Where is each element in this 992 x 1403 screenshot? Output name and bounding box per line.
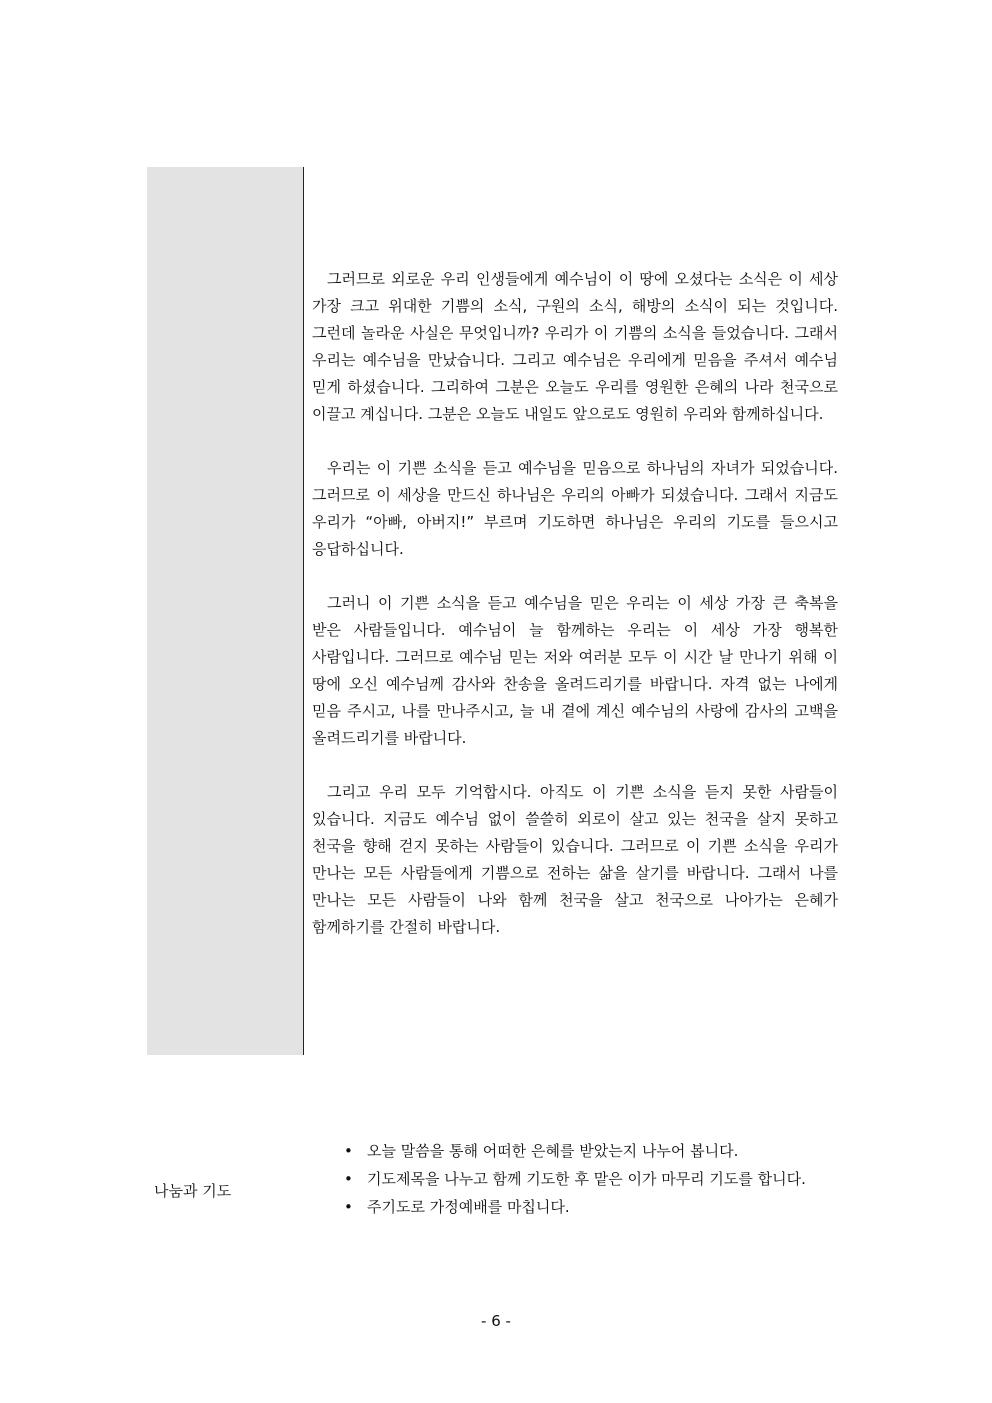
list-item-text: 오늘 말씀을 통해 어떠한 은혜를 받았는지 나누어 봅니다. — [367, 1142, 739, 1160]
bullet-icon: • — [344, 1170, 353, 1188]
sharing-prayer-label: 나눔과 기도 — [154, 1182, 232, 1200]
paragraph-4: 그리고 우리 모두 기억합시다. 아직도 이 기쁜 소식을 듣지 못한 사람들이 있습니다. 지금도 예수님 없이 쓸쓸히 외로이 살고 있는 천국을 살지 못하고 천국을 향해 걷지 못하는 사람들이 있습니다. 그러므로 이 기쁜 소식을 우리가 만나는 모든 사람들에게 기쁨으로 전하는 삶을 살기를 바랍니다. 그래서 나를 만나는 모든 사람들이 나와 함께 천국을 살고 천국으로 나아가는 은혜가 함께하기를 간절히 바랍니다. — [312, 783, 838, 936]
page-number: - 6 - — [481, 1312, 511, 1330]
paragraph-3: 그러니 이 기쁜 소식을 듣고 예수님을 믿은 우리는 이 세상 가장 큰 축복을 받은 사람들입니다. 예수님이 늘 함께하는 우리는 이 세상 가장 행복한 사람입니다. 그러므로 예수님 믿는 저와 여러분 모두 이 시간 날 만나기 위해 이 땅에 오신 예수님께 감사와 찬송을 올려드리기를 바랍니다. 자격 없는 나에게 믿음 주시고, 나를 만나주시고, 늘 내 곁에 계신 예수님의 사랑에 감사의 고백을 올려드리기를 바랍니다. — [312, 594, 838, 747]
list-item-text: 기도제목을 나누고 함께 기도한 후 맡은 이가 마무리 기도를 합니다. — [367, 1170, 806, 1188]
list-item-text: 주기도로 가정예배를 마칩니다. — [367, 1198, 570, 1216]
list-item — [344, 1139, 838, 1164]
paragraph-1: 그러므로 외로운 우리 인생들에게 예수님이 이 땅에 오셨다는 소식은 이 세상 가장 크고 위대한 기쁨의 소식, 구원의 소식, 해방의 소식이 되는 것입니다. 그런데 놀라운 사실은 무엇입니까? 우리가 이 기쁨의 소식을 들었습니다. 그래서 우리는 예수님을 만났습니다. 그리고 예수님은 우리에게 믿음을 주셔서 예수님 믿게 하셨습니다. 그리하여 그분은 오늘도 우리를 영원한 은혜의 나라 천국으로 이끌고 계십니다. 그분은 오늘도 내일도 앞으로도 영원히 우리와 함께하십니다. — [312, 270, 838, 423]
bullet-icon: • — [344, 1198, 353, 1216]
sharing-list — [344, 1139, 838, 1223]
sermon-body — [312, 266, 838, 968]
side-panel — [147, 167, 303, 1055]
list-item — [344, 1167, 838, 1192]
paragraph-2: 우리는 이 기쁜 소식을 듣고 예수님을 믿음으로 하나님의 자녀가 되었습니다. 그러므로 이 세상을 만드신 하나님은 우리의 아빠가 되셨습니다. 그래서 지금도 우리가 “아빠, 아버지!” 부르며 기도하면 하나님은 우리의 기도를 들으시고 응답하십니다. — [312, 459, 838, 558]
bullet-icon: • — [344, 1142, 353, 1160]
list-item — [344, 1195, 838, 1220]
vertical-divider — [303, 167, 304, 1055]
